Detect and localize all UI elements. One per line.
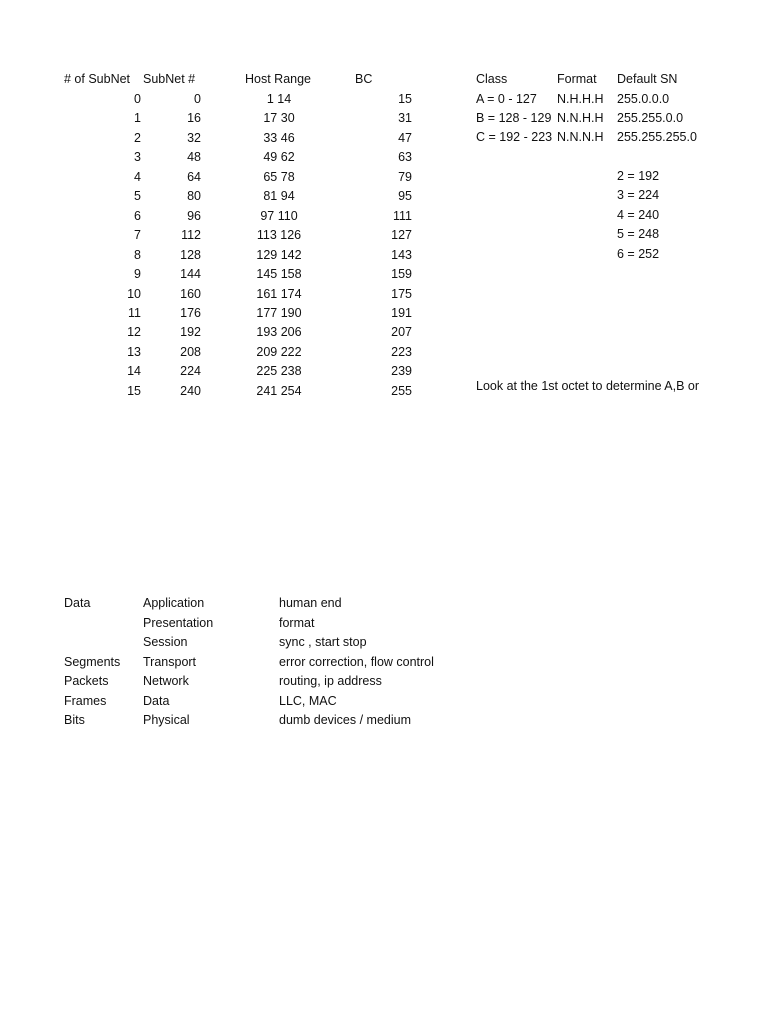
host-range-cell: 161 174 <box>256 287 302 301</box>
subnet-count-cell: 1 <box>134 111 141 125</box>
layer-function-cell: format <box>279 616 315 630</box>
subnet-number-cell: 32 <box>187 131 201 145</box>
header-num-subnet: # of SubNet <box>64 72 131 86</box>
subnet-count-cell: 2 <box>134 131 141 145</box>
broadcast-cell: 175 <box>391 287 412 301</box>
host-range-cell: 1 14 <box>266 92 292 106</box>
broadcast-cell: 255 <box>391 384 412 398</box>
class-c-range: C = 192 - 223 <box>476 130 553 144</box>
header-bc: BC <box>355 72 373 86</box>
broadcast-cell: 79 <box>398 170 412 184</box>
layer-function-cell: dumb devices / medium <box>279 713 412 727</box>
mask-value: 5 = 248 <box>617 227 660 241</box>
layer-function-cell: human end <box>279 596 342 610</box>
subnet-count-cell: 12 <box>127 325 141 339</box>
pdu-cell: Segments <box>64 655 121 669</box>
class-a-format: N.H.H.H <box>557 92 604 106</box>
header-default-sn: Default SN <box>617 72 678 86</box>
broadcast-cell: 143 <box>391 248 412 262</box>
host-range-cell: 17 30 <box>263 111 295 125</box>
header-subnet-number: SubNet # <box>143 72 196 86</box>
subnet-number-cell: 80 <box>187 189 201 203</box>
osi-layer-cell: Data <box>143 694 170 708</box>
class-b-default-sn: 255.255.0.0 <box>617 111 684 125</box>
header-host-range: Host Range <box>245 72 312 86</box>
subnet-number-cell: 128 <box>180 248 201 262</box>
host-range-cell: 129 142 <box>256 248 302 262</box>
broadcast-cell: 127 <box>391 228 412 242</box>
subnet-count-cell: 14 <box>127 364 141 378</box>
osi-layer-cell: Network <box>143 674 189 688</box>
host-range-cell: 113 126 <box>256 228 302 242</box>
host-range-cell: 145 158 <box>256 267 302 281</box>
subnet-number-cell: 176 <box>180 306 201 320</box>
layer-function-cell: sync , start stop <box>279 635 367 649</box>
osi-layer-cell: Presentation <box>143 616 214 630</box>
broadcast-cell: 239 <box>391 364 412 378</box>
subnet-count-cell: 8 <box>134 248 141 262</box>
mask-value: 4 = 240 <box>617 208 660 222</box>
subnet-number-cell: 224 <box>180 364 201 378</box>
osi-layer-cell: Physical <box>143 713 190 727</box>
class-c-format: N.N.N.H <box>557 130 604 144</box>
broadcast-cell: 95 <box>398 189 412 203</box>
subnet-number-cell: 96 <box>187 209 201 223</box>
layer-function-cell: routing, ip address <box>279 674 382 688</box>
osi-layer-cell: Transport <box>143 655 197 669</box>
broadcast-cell: 111 <box>392 209 412 223</box>
host-range-cell: 193 206 <box>256 325 302 339</box>
pdu-cell: Packets <box>64 674 109 688</box>
header-format: Format <box>557 72 597 86</box>
subnet-number-cell: 16 <box>187 111 201 125</box>
subnet-count-cell: 5 <box>134 189 141 203</box>
broadcast-cell: 47 <box>398 131 412 145</box>
host-range-cell: 81 94 <box>263 189 295 203</box>
osi-layer-cell: Application <box>143 596 205 610</box>
class-b-range: B = 128 - 129 <box>476 111 552 125</box>
subnet-count-cell: 10 <box>127 287 141 301</box>
subnet-number-cell: 48 <box>187 150 201 164</box>
subnet-number-cell: 112 <box>181 228 201 242</box>
class-a-range: A = 0 - 127 <box>476 92 537 106</box>
broadcast-cell: 15 <box>398 92 412 106</box>
broadcast-cell: 31 <box>398 111 412 125</box>
class-b-format: N.N.H.H <box>557 111 604 125</box>
host-range-cell: 241 254 <box>256 384 302 398</box>
subnet-number-cell: 160 <box>180 287 201 301</box>
broadcast-cell: 207 <box>391 325 412 339</box>
host-range-cell: 49 62 <box>263 150 295 164</box>
broadcast-cell: 223 <box>391 345 412 359</box>
subnet-count-cell: 7 <box>134 228 141 242</box>
subnet-count-cell: 4 <box>134 170 141 184</box>
subnet-count-cell: 6 <box>134 209 141 223</box>
subnet-number-cell: 144 <box>180 267 201 281</box>
class-c-default-sn: 255.255.255.0 <box>617 130 697 144</box>
pdu-cell: Bits <box>64 713 85 727</box>
subnet-number-cell: 240 <box>180 384 201 398</box>
mask-value: 6 = 252 <box>617 247 660 261</box>
osi-layer-cell: Session <box>143 635 188 649</box>
subnet-number-cell: 64 <box>187 170 201 184</box>
host-range-cell: 97 110 <box>260 209 298 223</box>
host-range-cell: 33 46 <box>263 131 295 145</box>
subnet-number-cell: 0 <box>194 92 201 106</box>
octet-note: Look at the 1st octet to determine A,B or <box>476 379 700 393</box>
subnet-count-cell: 15 <box>127 384 141 398</box>
subnet-count-cell: 11 <box>128 306 141 320</box>
mask-value: 3 = 224 <box>617 188 660 202</box>
mask-value: 2 = 192 <box>617 169 660 183</box>
subnet-number-cell: 192 <box>180 325 201 339</box>
header-class: Class <box>476 72 508 86</box>
subnet-count-cell: 0 <box>134 92 141 106</box>
pdu-cell: Frames <box>64 694 107 708</box>
host-range-cell: 65 78 <box>263 170 295 184</box>
layer-function-cell: LLC, MAC <box>279 694 337 708</box>
broadcast-cell: 63 <box>398 150 412 164</box>
subnet-count-cell: 13 <box>127 345 141 359</box>
layer-function-cell: error correction, flow control <box>279 655 434 669</box>
host-range-cell: 177 190 <box>256 306 302 320</box>
subnet-count-cell: 3 <box>134 150 141 164</box>
pdu-cell: Data <box>64 596 91 610</box>
broadcast-cell: 191 <box>391 306 412 320</box>
host-range-cell: 225 238 <box>256 364 302 378</box>
host-range-cell: 209 222 <box>256 345 302 359</box>
subnet-count-cell: 9 <box>134 267 141 281</box>
broadcast-cell: 159 <box>391 267 412 281</box>
class-a-default-sn: 255.0.0.0 <box>617 92 670 106</box>
subnet-number-cell: 208 <box>180 345 201 359</box>
